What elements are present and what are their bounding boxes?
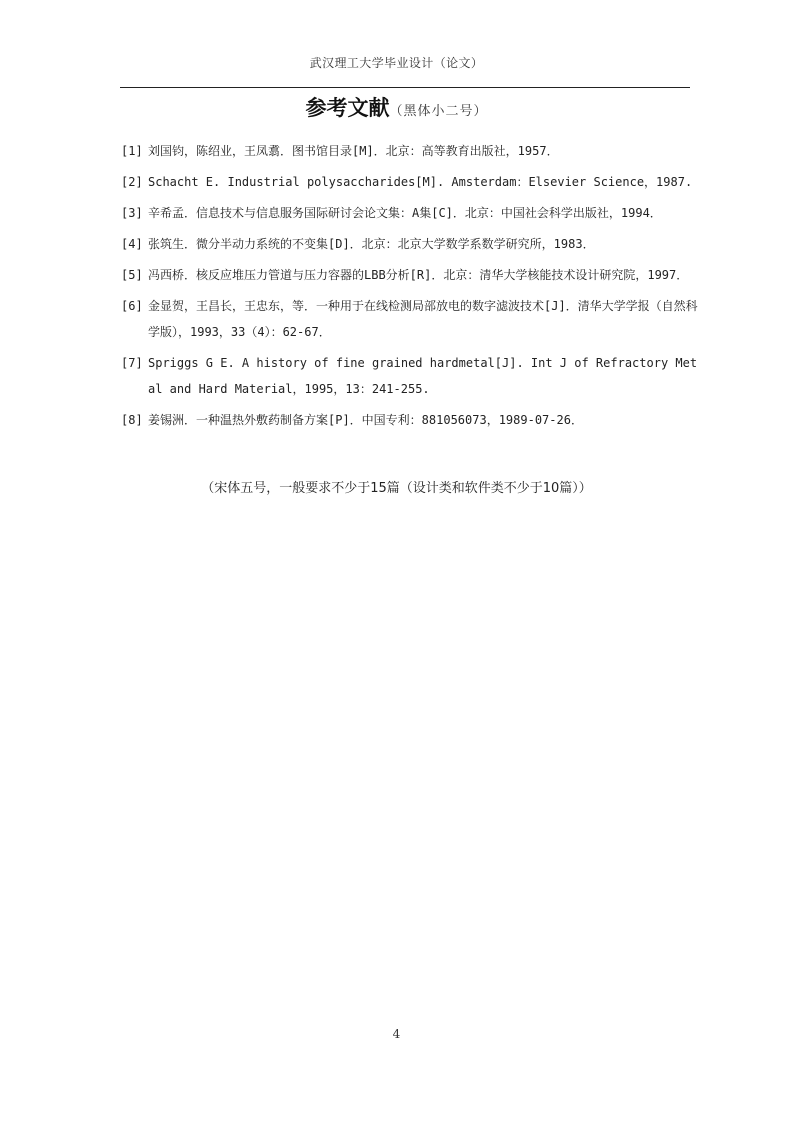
reference-list xyxy=(121,138,703,438)
reference-number: [8] xyxy=(121,413,143,427)
reference-item xyxy=(121,138,703,164)
reference-number: [6] xyxy=(121,299,143,313)
page-title xyxy=(0,93,793,127)
reference-text: Schacht E. Industrial polysaccharides[M]. Amsterdam：Elsevier Science，1987. xyxy=(148,175,693,189)
reference-item xyxy=(121,293,703,345)
header-divider xyxy=(120,87,690,88)
reference-number: [7] xyxy=(121,356,143,370)
reference-item xyxy=(121,169,703,195)
reference-number: [2] xyxy=(121,175,143,189)
page-title-format-note: （黑体小二号） xyxy=(389,104,488,119)
reference-text: 金显贺，王昌长，王忠东，等．一种用于在线检测局部放电的数字滤波技术[J]．清华大学学报（自然科学版），1993，33（4）：62-67． xyxy=(148,299,698,339)
reference-number: [5] xyxy=(121,268,143,282)
reference-item xyxy=(121,231,703,257)
reference-text: 刘国钧，陈绍业，王凤翥．图书馆目录[M]．北京：高等教育出版社，1957． xyxy=(148,144,559,158)
reference-number: [1] xyxy=(121,144,143,158)
reference-text: 张筑生．微分半动力系统的不变集[D]．北京：北京大学数学系数学研究所，1983． xyxy=(148,237,595,251)
reference-item xyxy=(121,350,703,402)
reference-number: [3] xyxy=(121,206,143,220)
page-title-text: 参考文献 xyxy=(305,96,390,120)
reference-text: 冯西桥．核反应堆压力管道与压力容器的LBB分析[R]．北京：清华大学核能技术设计研究院，1997． xyxy=(148,268,689,282)
reference-number: [4] xyxy=(121,237,143,251)
format-footnote: （宋体五号，一般要求不少于15篇（设计类和软件类不少于10篇）） xyxy=(201,481,592,496)
reference-item xyxy=(121,407,703,433)
reference-text: 辛希孟．信息技术与信息服务国际研讨会论文集：A集[C]．北京：中国社会科学出版社，1994． xyxy=(148,206,662,220)
reference-text: Spriggs G E. A history of fine grained hardmetal[J]. Int J of Refractory Metal and Hard Material，1995，13：241-255. xyxy=(148,356,698,396)
reference-item xyxy=(121,200,703,226)
running-header: 武汉理工大学毕业设计（论文） xyxy=(309,56,484,70)
reference-item xyxy=(121,262,703,288)
reference-text: 姜锡洲．一种温热外敷药制备方案[P]．中国专利：881056073，1989-07-26． xyxy=(148,413,583,427)
page-number: 4 xyxy=(392,1027,401,1041)
